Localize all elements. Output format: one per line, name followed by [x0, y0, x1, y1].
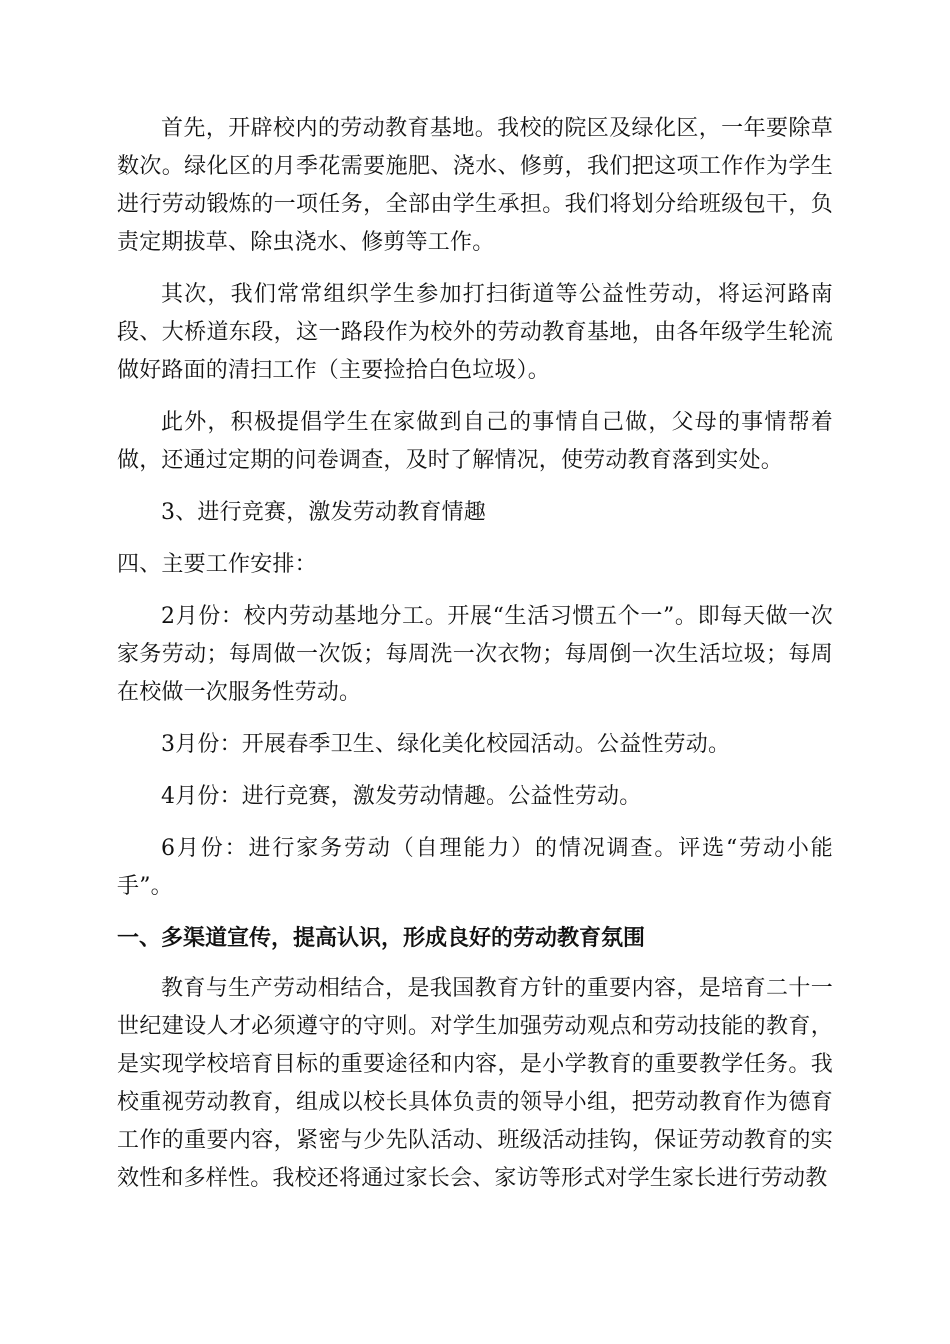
- schedule-june: 6月份：进行家务劳动（自理能力）的情况调查。评选“劳动小能手”。: [117, 836, 833, 899]
- paragraph-competition: 3、进行竞赛，激发劳动教育情趣: [161, 500, 486, 525]
- paragraph-education-policy: 教育与生产劳动相结合，是我国教育方针的重要内容，是培育二十一世纪建设人才必须遵守的守则。对学生加强劳动观点和劳动技能的教育，是实现学校培育目标的重要途径和内容，是小学教育的重要教学任务。我校重视劳动教育，组成以校长具体负责的领导小组，把劳动教育作为德育工作的重要内容，紧密与少先队活动、班级活动挂钩，保证劳动教育的实效性和多样性。我校还将通过家长会、家访等形式对学生家长进行劳动教: [117, 976, 833, 1191]
- paragraph-campus-base: 首先，开辟校内的劳动教育基地。我校的院区及绿化区，一年要除草数次。绿化区的月季花需要施肥、浇水、修剪，我们把这项工作作为学生进行劳动锻炼的一项任务，全部由学生承担。我们将划分给班级包干，负责定期拔草、除虫浇水、修剪等工作。: [117, 116, 833, 255]
- schedule-march: 3月份：开展春季卫生、绿化美化校园活动。公益性劳动。: [161, 732, 731, 757]
- section-heading-schedule: 四、主要工作安排：: [117, 552, 317, 577]
- paragraph-home-chores: 此外，积极提倡学生在家做到自己的事情自己做，父母的事情帮着做，还通过定期的问卷调查，及时了解情况，使劳动教育落到实处。: [117, 410, 833, 473]
- section-heading-publicity: 一、多渠道宣传，提高认识，形成良好的劳动教育氛围: [117, 926, 646, 951]
- schedule-february: 2月份：校内劳动基地分工。开展“生活习惯五个一”。即每天做一次家务劳动；每周做一次饭；每周洗一次衣物；每周倒一次生活垃圾；每周在校做一次服务性劳动。: [117, 604, 833, 705]
- schedule-april: 4月份：进行竞赛，激发劳动情趣。公益性劳动。: [161, 784, 642, 809]
- paragraph-street-cleaning: 其次，我们常常组织学生参加打扫街道等公益性劳动，将运河路南段、大桥道东段，这一路段作为校外的劳动教育基地，由各年级学生轮流做好路面的清扫工作（主要捡拾白色垃圾）。: [117, 282, 833, 383]
- document-body: [117, 110, 833, 1212]
